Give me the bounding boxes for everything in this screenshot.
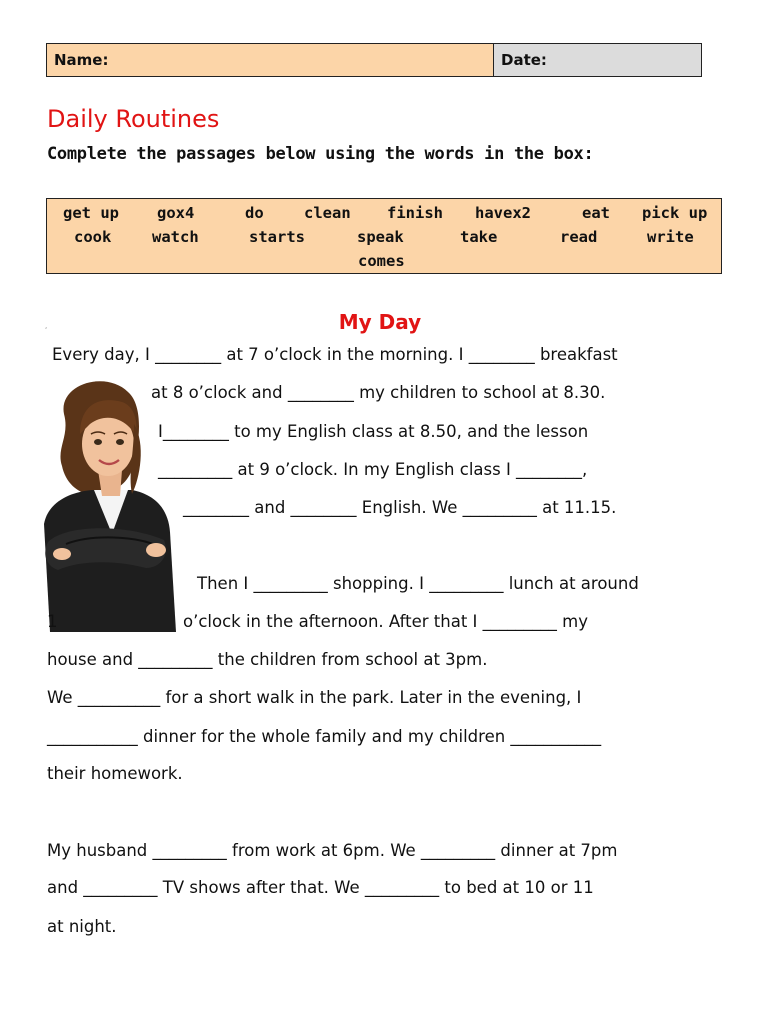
stray-mark: , bbox=[45, 322, 48, 330]
word-item: finish bbox=[387, 204, 443, 222]
name-field[interactable] bbox=[47, 44, 494, 76]
word-item: watch bbox=[152, 228, 199, 246]
passage-line: ___________ dinner for the whole family and my children ___________ bbox=[47, 727, 602, 746]
passage-line: I________ to my English class at 8.50, and the lesson bbox=[158, 422, 589, 441]
name-label: Name: bbox=[54, 51, 109, 69]
businesswoman-illustration bbox=[36, 374, 206, 632]
word-item: speak bbox=[357, 228, 404, 246]
passage-line: ________ and ________ English. We _________ at 11.15. bbox=[183, 498, 617, 517]
date-field[interactable] bbox=[494, 44, 701, 76]
passage-line: and _________ TV shows after that. We _________ to bed at 10 or 11 bbox=[47, 878, 594, 897]
word-box-row bbox=[47, 204, 721, 226]
passage-line: at night. bbox=[47, 917, 117, 936]
page-title: Daily Routines bbox=[47, 105, 220, 133]
word-item: write bbox=[647, 228, 694, 246]
word-item: eat bbox=[582, 204, 610, 222]
word-box-row bbox=[47, 228, 721, 250]
word-item: havex2 bbox=[475, 204, 531, 222]
word-item: gox4 bbox=[157, 204, 195, 222]
word-item: read bbox=[560, 228, 598, 246]
passage-line: their homework. bbox=[47, 764, 183, 783]
word-item: cook bbox=[74, 228, 112, 246]
passage-line: _________ at 9 o’clock. In my English class I ________, bbox=[158, 460, 588, 479]
passage-line: My husband _________ from work at 6pm. We _________ dinner at 7pm bbox=[47, 841, 618, 860]
passage-line: house and _________ the children from school at 3pm. bbox=[47, 650, 488, 669]
word-item: pick up bbox=[642, 204, 708, 222]
passage-line: at 8 o’clock and ________ my children to school at 8.30. bbox=[151, 383, 606, 402]
passage-line: Then I _________ shopping. I _________ lunch at around bbox=[197, 574, 639, 593]
word-item: starts bbox=[249, 228, 305, 246]
word-item: clean bbox=[304, 204, 351, 222]
word-item: take bbox=[460, 228, 498, 246]
word-item: do bbox=[245, 204, 264, 222]
passage-line: Every day, I ________ at 7 o’clock in the morning. I ________ breakfast bbox=[52, 345, 618, 364]
word-box-row bbox=[47, 252, 721, 274]
word-item: get up bbox=[63, 204, 119, 222]
passage-line: o’clock in the afternoon. After that I _________ my bbox=[183, 612, 588, 631]
word-box bbox=[46, 198, 722, 274]
name-date-header bbox=[46, 43, 702, 77]
passage-line: 1 bbox=[47, 612, 58, 631]
word-item: comes bbox=[358, 252, 405, 270]
section-title: My Day bbox=[338, 310, 422, 334]
passage-line: We __________ for a short walk in the park. Later in the evening, I bbox=[47, 688, 582, 707]
date-label: Date: bbox=[501, 51, 547, 69]
instruction-text: Complete the passages below using the words in the box: bbox=[47, 144, 594, 164]
